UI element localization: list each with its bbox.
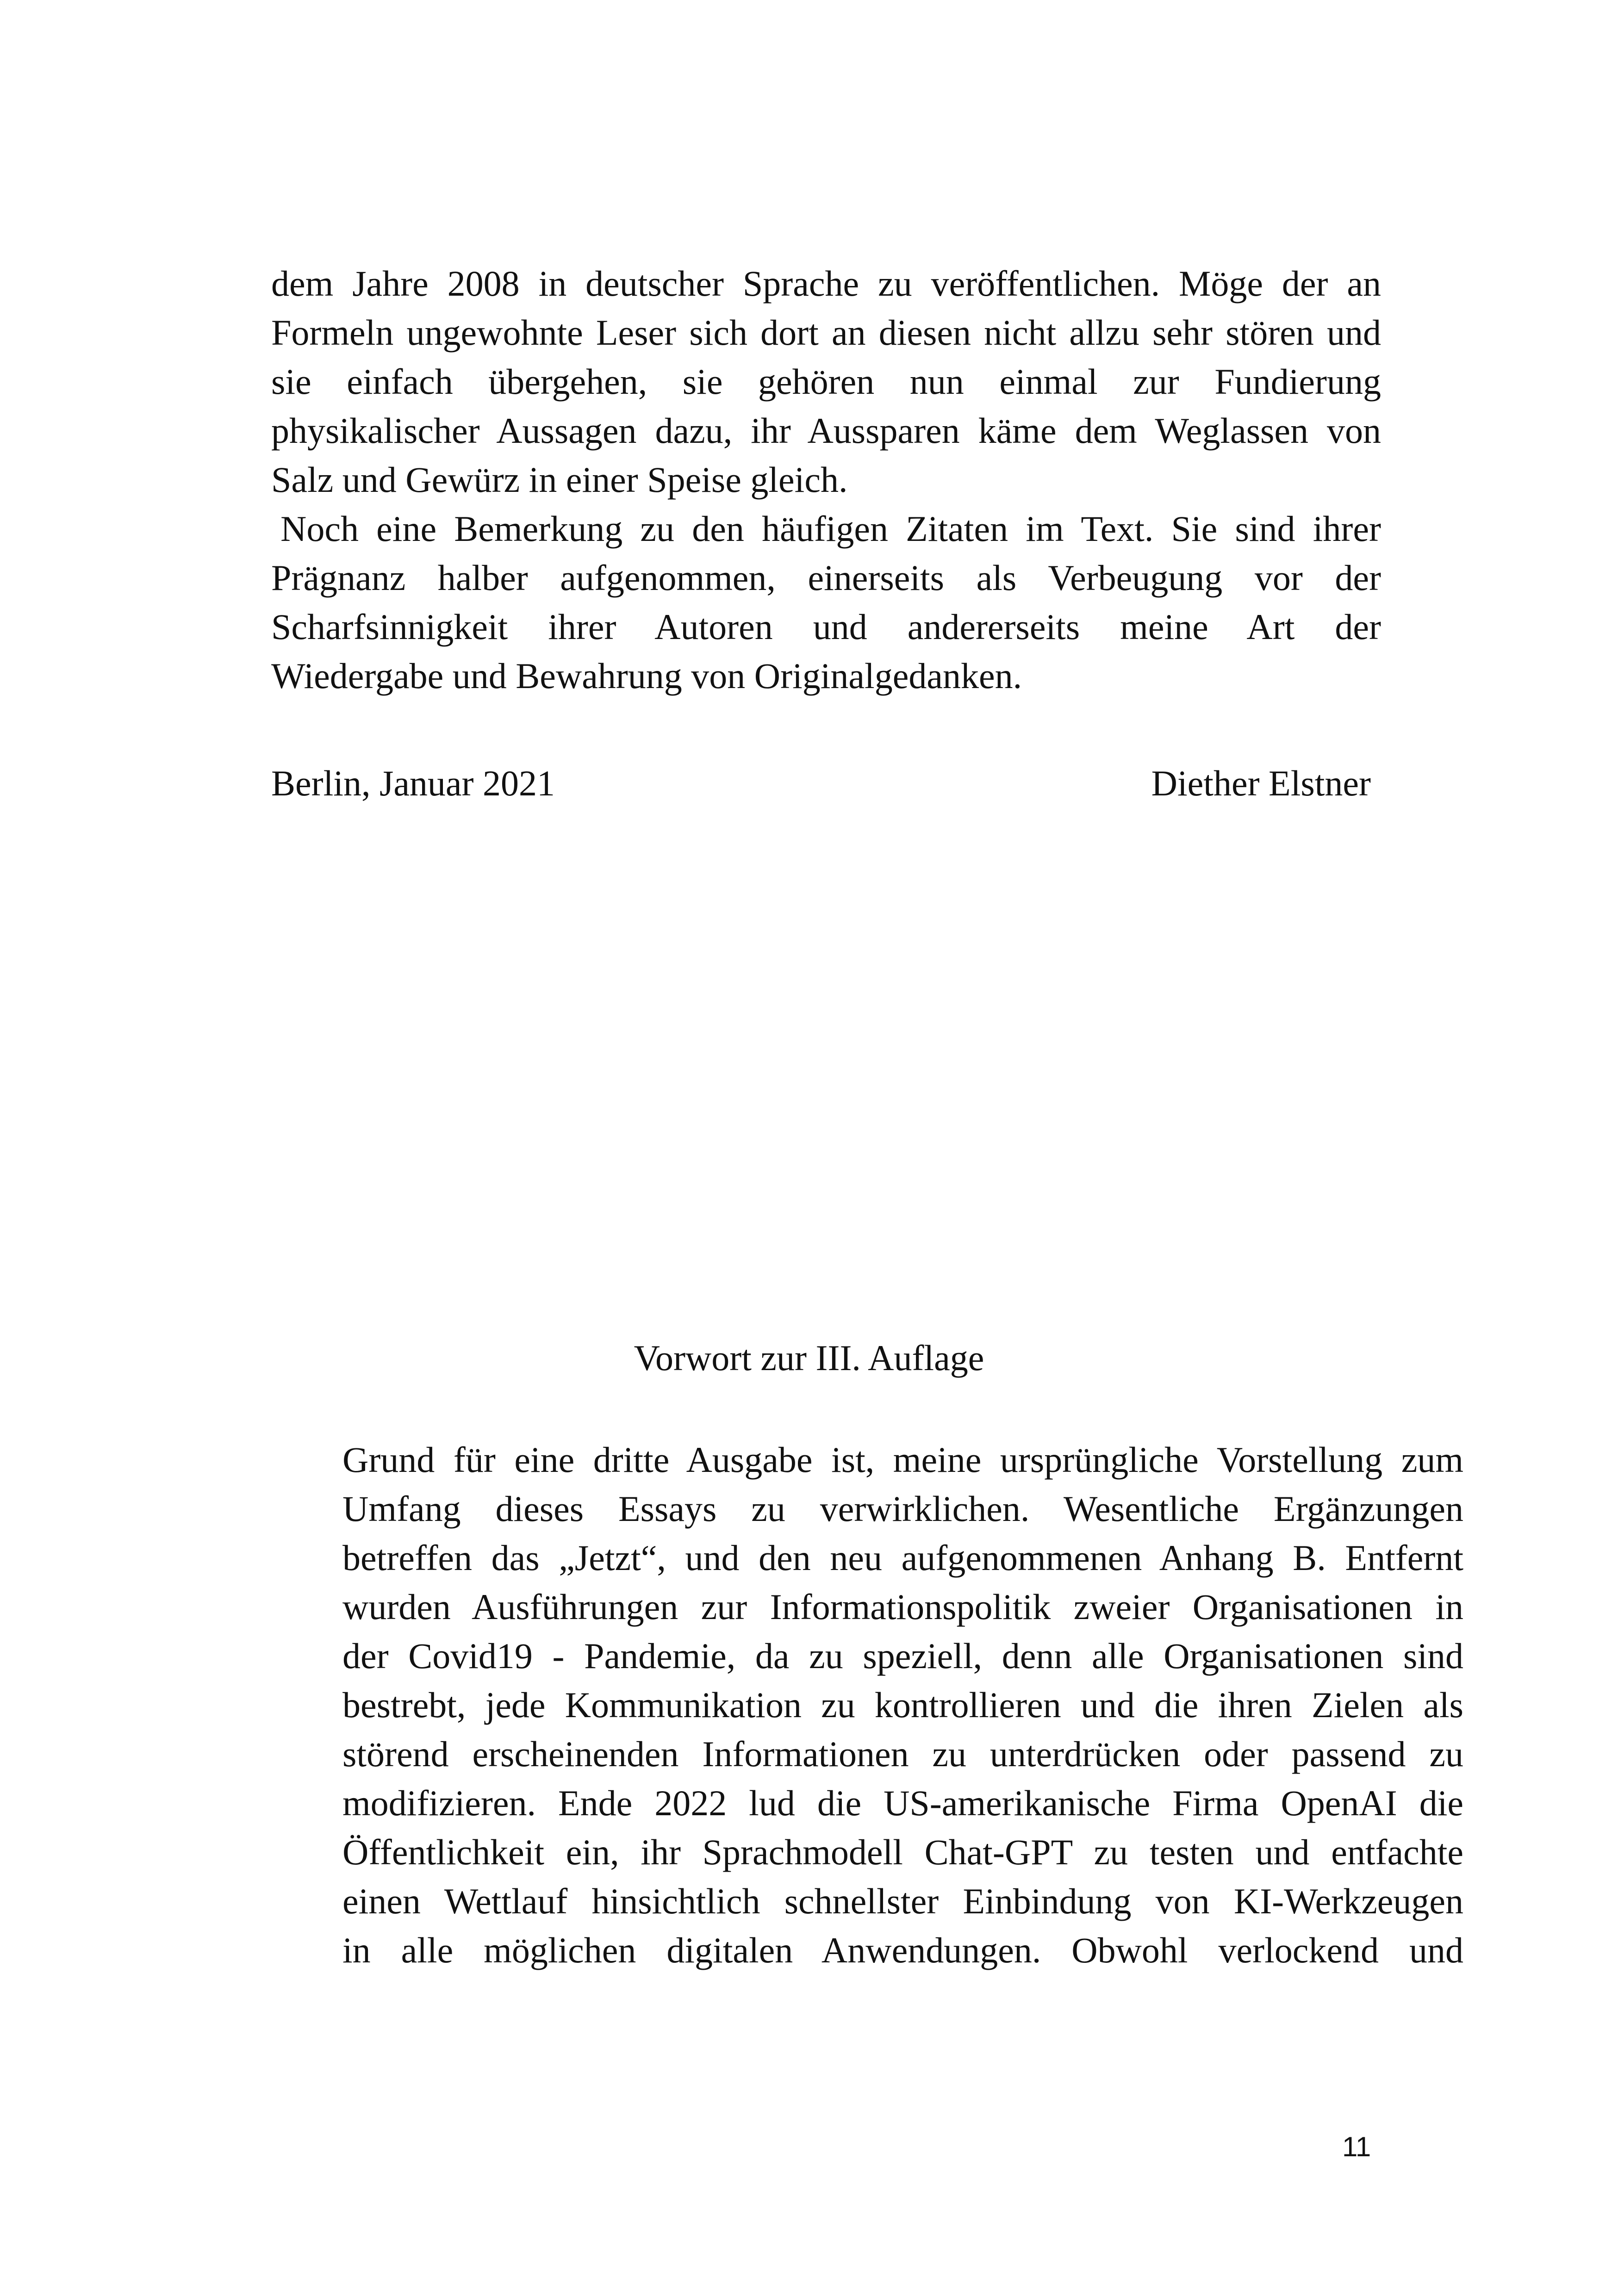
- text-line: wurden Ausführungen zur Informationspolitik zweier Organisationen in: [342, 1587, 1463, 1627]
- section-heading: Vorwort zur III. Auflage: [634, 1338, 984, 1378]
- body-text-upper: [271, 259, 1381, 701]
- text-line: Öffentlichkeit ein, ihr Sprachmodell Chat-GPT zu testen und entfachte: [342, 1832, 1463, 1872]
- text-line: dem Jahre 2008 in deutscher Sprache zu veröffentlichen. Möge der an: [271, 263, 1381, 304]
- body-text-lower: [342, 1435, 1463, 1975]
- text-line: Scharfsinnigkeit ihrer Autoren und andererseits meine Art der: [271, 607, 1381, 647]
- text-line: Umfang dieses Essays zu verwirklichen. Wesentliche Ergänzungen: [342, 1489, 1463, 1529]
- text-line: in alle möglichen digitalen Anwendungen. Obwohl verlockend und: [342, 1930, 1463, 1970]
- text-line: Grund für eine dritte Ausgabe ist, meine ursprüngliche Vorstellung zum: [342, 1440, 1463, 1480]
- page-number: 11: [1342, 2131, 1371, 2162]
- text-line: Noch eine Bemerkung zu den häufigen Zitaten im Text. Sie sind ihrer: [280, 509, 1381, 549]
- text-line: Wiedergabe und Bewahrung von Originalgedanken.: [271, 656, 1022, 696]
- text-line: einen Wettlauf hinsichtlich schnellster Einbindung von KI-Werkzeugen: [342, 1881, 1463, 1921]
- text-line: der Covid19 - Pandemie, da zu speziell, denn alle Organisationen sind: [342, 1636, 1463, 1676]
- text-line: bestrebt, jede Kommunikation zu kontrollieren und die ihren Zielen als: [342, 1685, 1463, 1725]
- text-line: störend erscheinenden Informationen zu unterdrücken oder passend zu: [342, 1734, 1463, 1774]
- text-line: Salz und Gewürz in einer Speise gleich.: [271, 459, 848, 500]
- place-date: Berlin, Januar 2021: [271, 763, 555, 803]
- text-line: Formeln ungewohnte Leser sich dort an diesen nicht allzu sehr stören und: [271, 312, 1381, 353]
- text-line: sie einfach übergehen, sie gehören nun einmal zur Fundierung: [271, 361, 1381, 402]
- text-line: Prägnanz halber aufgenommen, einerseits als Verbeugung vor der: [271, 558, 1381, 598]
- text-line: modifizieren. Ende 2022 lud die US-amerikanische Firma OpenAI die: [342, 1783, 1463, 1823]
- author-name: Diether Elstner: [1151, 763, 1371, 803]
- signature-row: [271, 759, 1371, 808]
- text-line: physikalischer Aussagen dazu, ihr Aussparen käme dem Weglassen von: [271, 410, 1381, 451]
- text-line: betreffen das „Jetzt“, und den neu aufgenommenen Anhang B. Entfernt: [342, 1538, 1463, 1578]
